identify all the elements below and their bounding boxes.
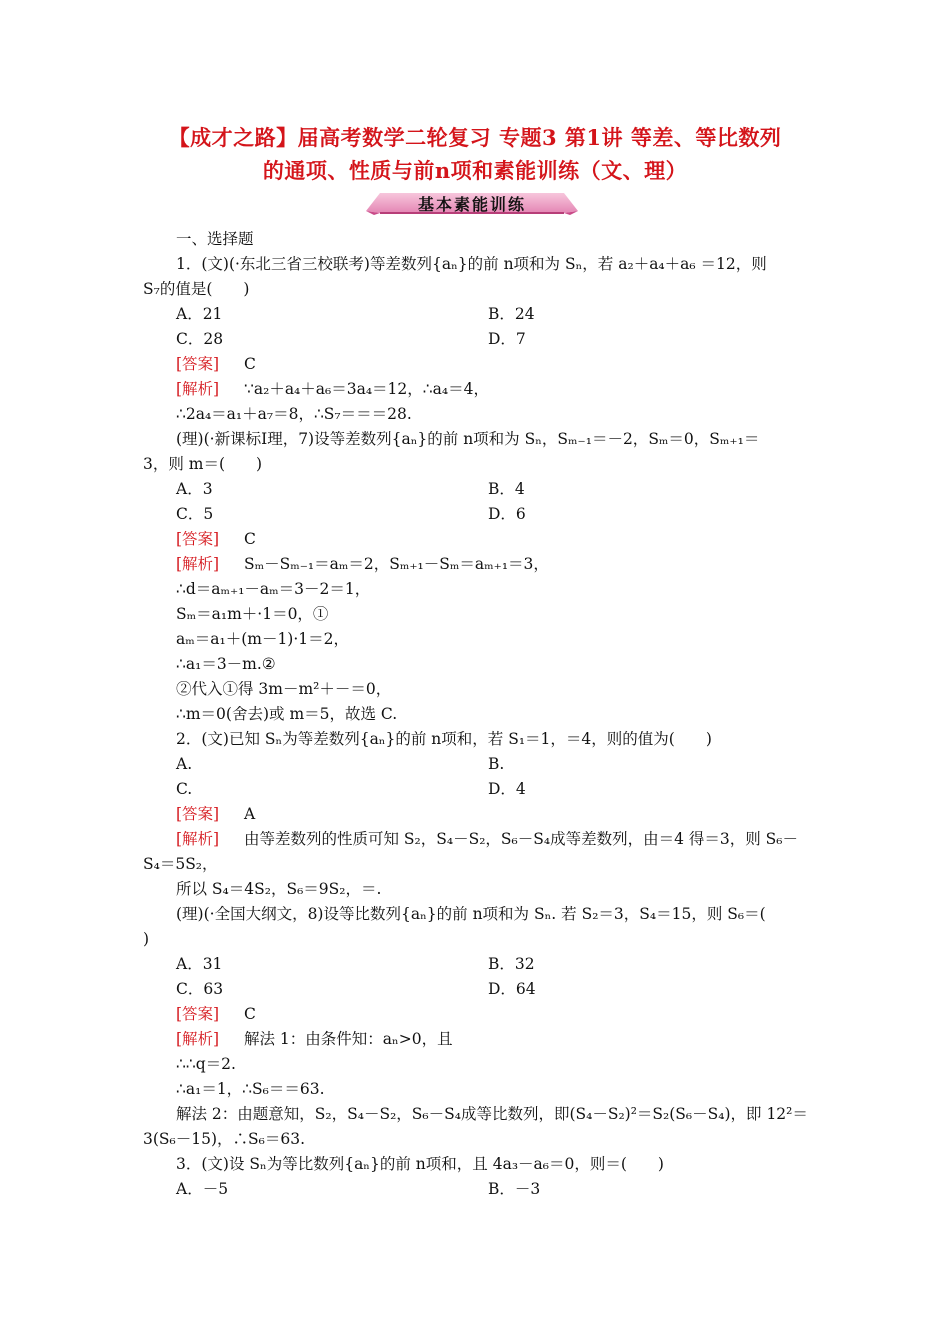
text-line: A．21 — [176, 305, 223, 323]
text-line: 所以 S₄＝4S₂，S₆＝9S₂，＝. — [176, 880, 382, 898]
text-line: 一、选择题 — [176, 230, 254, 248]
text-line: D．64 — [488, 980, 536, 998]
text-line: Sₘ－Sₘ₋₁＝aₘ＝2，Sₘ₊₁－Sₘ＝aₘ₊₁＝3， — [244, 555, 549, 573]
text-line: B．24 — [488, 305, 535, 323]
section-banner — [366, 191, 578, 215]
text-line: ∵a₂＋a₄＋a₆＝3a₄＝12，∴a₄＝4， — [244, 380, 489, 398]
text-line: 1．(文)(·东北三省三校联考)等差数列{aₙ}的前 n项和为 Sₙ，若 a₂＋a₄＋a₆ ＝12，则 — [176, 255, 767, 273]
text-line: B．4 — [488, 480, 525, 498]
text-line: 解法 2：由题意知，S₂，S₄－S₂，S₆－S₄成等比数列，即(S₄－S₂)²＝S₂(S₆－S₄)，即 12²＝ — [176, 1105, 808, 1123]
text-line: C．63 — [176, 980, 224, 998]
text-line: C — [244, 1005, 256, 1023]
text-line: (理)(·新课标Ⅰ理，7)设等差数列{aₙ}的前 n项和为 Sₙ，Sₘ₋₁＝－2，Sₘ＝0，Sₘ₊₁＝ — [176, 430, 760, 448]
text-line: A．3 — [176, 480, 213, 498]
text-line: ) — [143, 930, 150, 948]
answer-label: [解析] — [176, 1030, 220, 1048]
text-line: C — [244, 530, 256, 548]
text-line: 解法 1：由条件知：aₙ>0，且 — [244, 1030, 453, 1048]
text-line: B．32 — [488, 955, 535, 973]
text-line: D．7 — [488, 330, 526, 348]
banner-text: 基本素能训练 — [417, 195, 526, 214]
answer-label: [答案] — [176, 355, 220, 373]
text-line: Sₘ＝a₁m＋·1＝0，① — [176, 605, 329, 623]
text-line: ∴a₁＝3－m.② — [176, 655, 276, 673]
text-line: 2．(文)已知 Sₙ为等差数列{aₙ}的前 n项和，若 S₁＝1，＝4，则的值为( ) — [176, 730, 712, 748]
text-line: C. — [176, 780, 193, 798]
text-line: (理)(·全国大纲文，8)设等比数列{aₙ}的前 n项和为 Sₙ. 若 S₂＝3，S₄＝15，则 S₆＝( — [176, 905, 766, 923]
text-line: C．5 — [176, 505, 214, 523]
text-line: A．31 — [176, 955, 223, 973]
answer-label: [答案] — [176, 530, 220, 548]
text-line: D．4 — [488, 780, 526, 798]
text-line: S₇的值是( ) — [143, 280, 250, 298]
text-line: B. — [488, 755, 505, 773]
text-line: C — [244, 355, 256, 373]
text-line: aₘ＝a₁＋(m－1)·1＝2， — [176, 630, 350, 648]
text-line: S₄＝5S₂， — [143, 855, 218, 873]
text-line: A. — [176, 755, 193, 773]
text-line: D．6 — [488, 505, 526, 523]
answer-label: [解析] — [176, 830, 220, 848]
document-title-line-2: 的通项、性质与前n项和素能训练（文、理） — [262, 158, 688, 183]
answer-label: [答案] — [176, 1005, 220, 1023]
text-line: 由等差数列的性质可知 S₂，S₄－S₂，S₆－S₄成等差数列，由＝4 得＝3，则 S₆－ — [244, 830, 798, 848]
document-title-line-1: 【成才之路】届高考数学二轮复习 专题3 第1讲 等差、等比数列 — [168, 125, 782, 150]
answer-label: [解析] — [176, 380, 220, 398]
answer-label: [解析] — [176, 555, 220, 573]
text-line: ∴2a₄＝a₁＋a₇＝8，∴S₇＝＝＝28. — [176, 405, 412, 423]
text-line: 3(S₆－15)，∴S₆＝63. — [143, 1130, 305, 1148]
text-line: C．28 — [176, 330, 224, 348]
text-line: ②代入①得 3m－m²＋－＝0， — [176, 680, 392, 698]
text-line: ∴∴q＝2. — [176, 1055, 236, 1073]
text-line: ∴a₁＝1，∴S₆＝＝63. — [176, 1080, 325, 1098]
text-line: B．－3 — [488, 1180, 541, 1198]
text-line: 3．(文)设 Sₙ为等比数列{aₙ}的前 n项和，且 4a₃－a₆＝0，则＝( ) — [176, 1155, 664, 1173]
text-line: A — [244, 805, 256, 823]
text-line: A．－5 — [176, 1180, 229, 1198]
text-line: ∴m＝0(舍去)或 m＝5，故选 C. — [176, 705, 398, 723]
answer-label: [答案] — [176, 805, 220, 823]
text-line: 3，则 m＝( ) — [143, 455, 263, 473]
text-line: ∴d＝aₘ₊₁－aₘ＝3－2＝1， — [176, 580, 371, 598]
